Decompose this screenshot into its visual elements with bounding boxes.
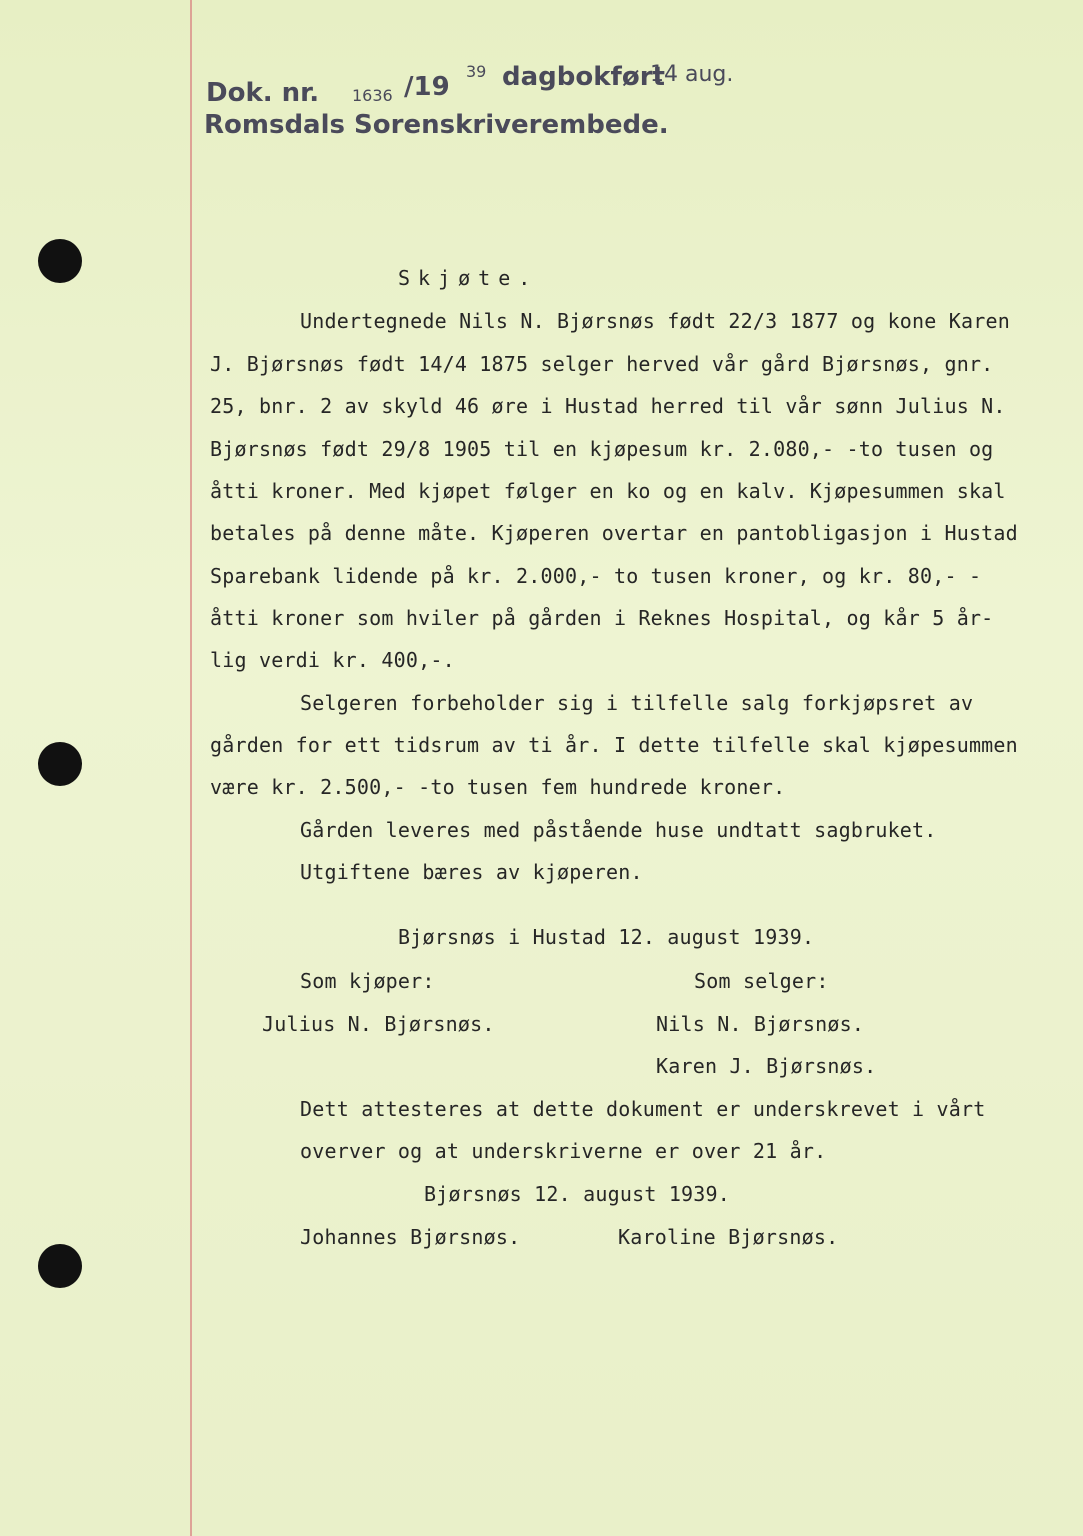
body-line: Selgeren forbeholder sig i tilfelle salg forkjøpsret av	[300, 691, 974, 715]
seller-label: Som selger:	[694, 969, 829, 993]
body-line: Sparebank lidende på kr. 2.000,- to tusen kroner, og kr. 80,- -	[210, 564, 982, 588]
buyer-name: Julius N. Bjørsnøs.	[262, 1012, 495, 1036]
body-line: Bjørsnøs født 29/8 1905 til en kjøpesum kr. 2.080,- -to tusen og	[210, 437, 994, 461]
witness-name: Karoline Bjørsnøs.	[618, 1225, 839, 1249]
seller-name: Nils N. Bjørsnøs.	[656, 1012, 865, 1036]
body-line: åtti kroner. Med kjøpet følger en ko og en kalv. Kjøpesummen skal	[210, 479, 1006, 503]
stamp-year-suffix: 39	[466, 62, 487, 81]
attest-place-date: Bjørsnøs 12. august 1939.	[424, 1182, 731, 1206]
stamp-office: Romsdals Sorenskriverembede.	[204, 110, 669, 140]
body-line: gården for ett tidsrum av ti år. I dette tilfelle skal kjøpesummen	[210, 733, 1018, 757]
stamp-dagbokfort: dagbokført	[502, 62, 665, 92]
body-line: Gården leveres med påstående huse undtatt sagbruket.	[300, 818, 937, 842]
stamp-slash-year: /19	[404, 72, 450, 102]
buyer-label: Som kjøper:	[300, 969, 435, 993]
witness-name: Johannes Bjørsnøs.	[300, 1225, 521, 1249]
body-line: lig verdi kr. 400,-.	[210, 648, 455, 672]
body-line: åtti kroner som hviler på gården i Reknes Hospital, og kår 5 år-	[210, 606, 994, 630]
stamp-dok-nr: Dok. nr.	[206, 78, 320, 108]
punch-hole	[38, 1244, 82, 1288]
stamp-date: 14 aug.	[650, 62, 734, 87]
document-title: Skjøte.	[398, 266, 539, 290]
body-line: Utgiftene bæres av kjøperen.	[300, 860, 643, 884]
place-date: Bjørsnøs i Hustad 12. august 1939.	[398, 925, 815, 949]
body-line: være kr. 2.500,- -to tusen fem hundrede kroner.	[210, 775, 786, 799]
body-line: Undertegnede Nils N. Bjørsnøs født 22/3 1877 og kone Karen	[300, 309, 1010, 333]
attest-line: Dett attesteres at dette dokument er underskrevet i vårt	[300, 1097, 986, 1121]
attest-line: overver og at underskriverne er over 21 år.	[300, 1139, 827, 1163]
seller-name: Karen J. Bjørsnøs.	[656, 1054, 877, 1078]
body-line: J. Bjørsnøs født 14/4 1875 selger herved vår gård Bjørsnøs, gnr.	[210, 352, 994, 376]
punch-hole	[38, 742, 82, 786]
stamp-number: 1636	[352, 86, 393, 105]
punch-hole	[38, 239, 82, 283]
body-line: betales på denne måte. Kjøperen overtar en pantobligasjon i Hustad	[210, 521, 1018, 545]
margin-rule	[190, 0, 192, 1536]
body-line: 25, bnr. 2 av skyld 46 øre i Hustad herred til vår sønn Julius N.	[210, 394, 1006, 418]
